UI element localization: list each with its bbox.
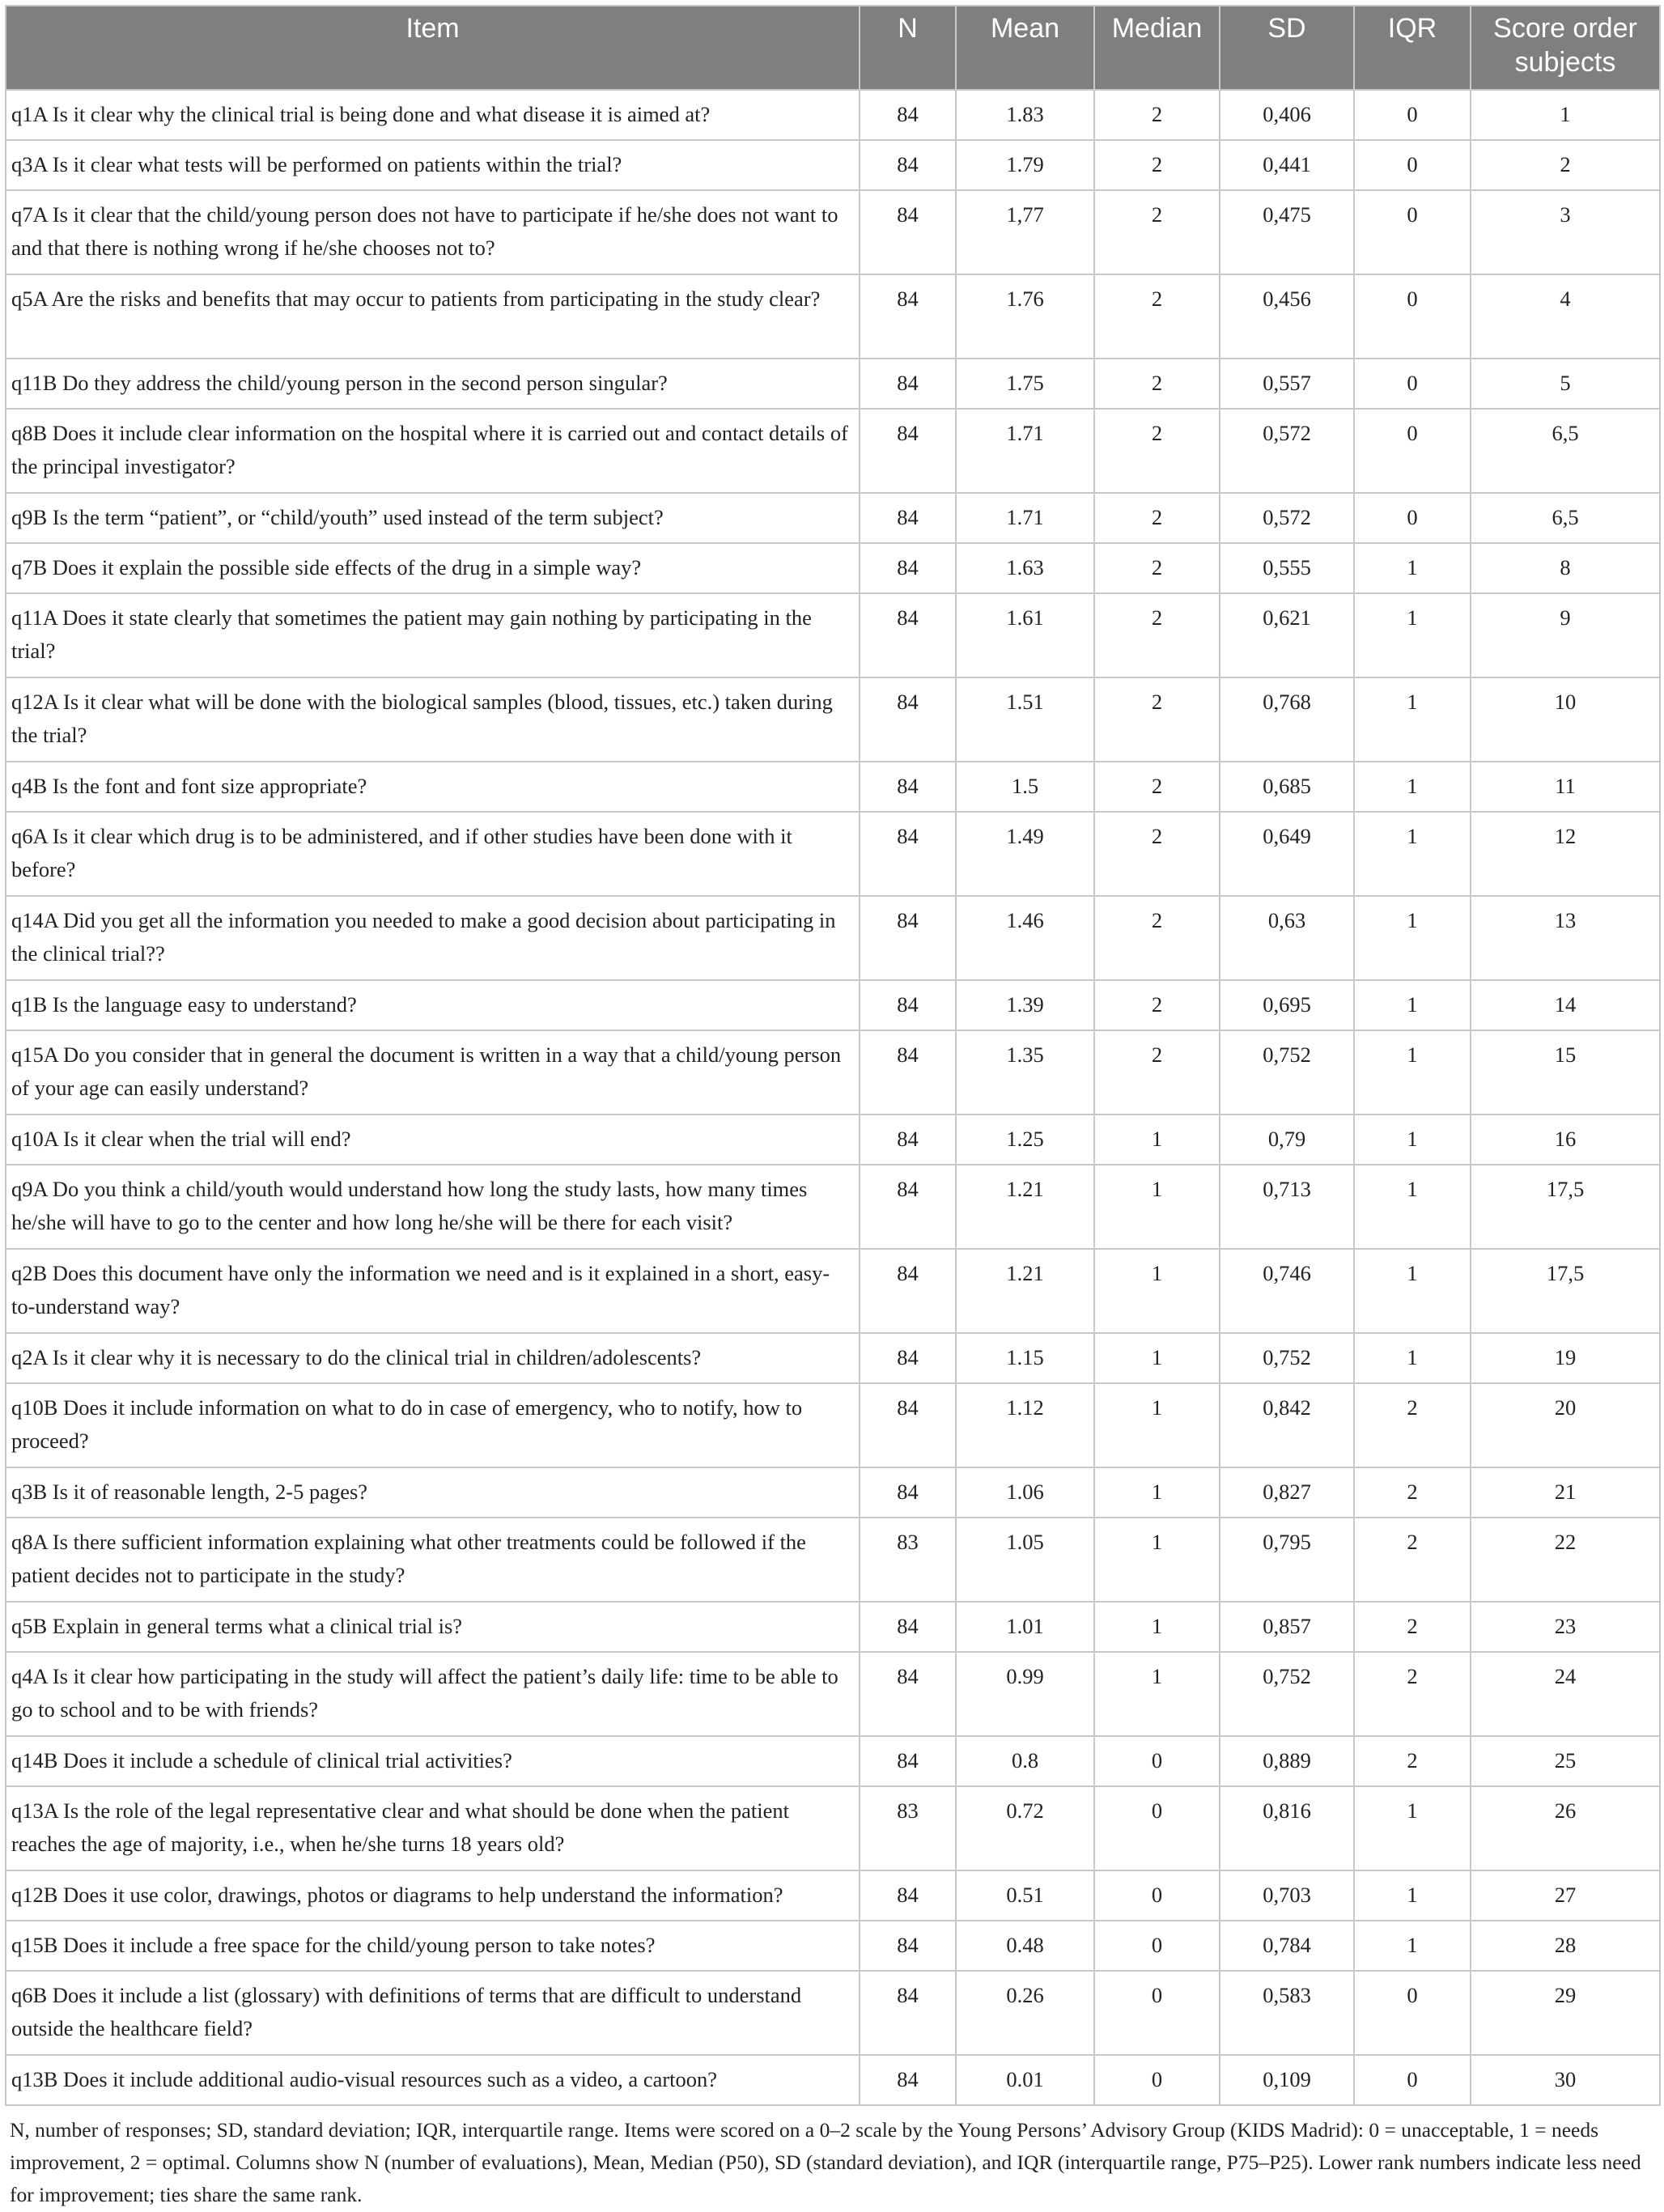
cell-mean: 1,77: [956, 190, 1094, 274]
cell-item: q13B Does it include additional audio-visual resources such as a video, a cartoon?: [6, 2055, 860, 2105]
cell-median: 1: [1094, 1333, 1220, 1383]
table-row: [6, 359, 1660, 409]
cell-iqr: 1: [1354, 762, 1471, 812]
cell-mean: 1.15: [956, 1333, 1094, 1383]
cell-iqr: 0: [1354, 2055, 1471, 2105]
cell-mean: 1.25: [956, 1114, 1094, 1165]
cell-sd: 0,441: [1220, 140, 1354, 190]
table-row: [6, 1652, 1660, 1736]
cell-item: q1A Is it clear why the clinical trial is being done and what disease it is aimed at?: [6, 90, 860, 140]
table-row: [6, 140, 1660, 190]
table-row: [6, 1518, 1660, 1602]
cell-item: q8B Does it include clear information on the hospital where it is carried out and contact details of the principal investigator?: [6, 409, 860, 493]
cell-median: 2: [1094, 1030, 1220, 1114]
cell-iqr: 1: [1354, 1921, 1471, 1971]
cell-mean: 1.49: [956, 812, 1094, 896]
cell-item: q10B Does it include information on what to do in case of emergency, who to notify, how to proceed?: [6, 1383, 860, 1467]
cell-score-order: 19: [1471, 1333, 1660, 1383]
cell-mean: 1.12: [956, 1383, 1094, 1467]
cell-score-order: 16: [1471, 1114, 1660, 1165]
table-footnote: N, number of responses; SD, standard deviation; IQR, interquartile range. Items were scored on a 0–2 scale by the Young Persons’ Advisory Group (KIDS Madrid): 0 = unacceptable, 1 = needs improvement, 2 = optimal. Columns show N (number of evaluations), Mean, Median (P50), SD (standard deviation), and IQR (interquartile range, P75–P25). Lower rank numbers indicate less need for improvement; ties share the same rank.: [10, 2118, 1641, 2206]
cell-score-order: 6,5: [1471, 409, 1660, 493]
cell-score-order: 6,5: [1471, 493, 1660, 543]
cell-iqr: 1: [1354, 812, 1471, 896]
cell-n: 84: [860, 980, 956, 1030]
cell-item: q12A Is it clear what will be done with the biological samples (blood, tissues, etc.) taken during the trial?: [6, 677, 860, 762]
cell-n: 84: [860, 90, 956, 140]
cell-median: 2: [1094, 190, 1220, 274]
cell-mean: 1.06: [956, 1467, 1094, 1518]
cell-mean: 1.21: [956, 1165, 1094, 1249]
cell-iqr: 0: [1354, 1971, 1471, 2055]
cell-median: 0: [1094, 1921, 1220, 1971]
cell-n: 84: [860, 493, 956, 543]
cell-score-order: 23: [1471, 1602, 1660, 1652]
cell-n: 84: [860, 812, 956, 896]
cell-n: 84: [860, 1383, 956, 1467]
cell-sd: 0,621: [1220, 593, 1354, 677]
cell-n: 84: [860, 1165, 956, 1249]
cell-sd: 0,752: [1220, 1333, 1354, 1383]
cell-mean: 1.63: [956, 543, 1094, 593]
cell-n: 84: [860, 1249, 956, 1333]
cell-median: 2: [1094, 593, 1220, 677]
cell-score-order: 28: [1471, 1921, 1660, 1971]
cell-sd: 0,889: [1220, 1736, 1354, 1786]
cell-median: 1: [1094, 1518, 1220, 1602]
cell-item: q4B Is the font and font size appropriate?: [6, 762, 860, 812]
cell-n: 84: [860, 1736, 956, 1786]
cell-item: q2A Is it clear why it is necessary to do the clinical trial in children/adolescents?: [6, 1333, 860, 1383]
cell-mean: 1.51: [956, 677, 1094, 762]
cell-score-order: 29: [1471, 1971, 1660, 2055]
cell-mean: 0.48: [956, 1921, 1094, 1971]
table-row: [6, 1870, 1660, 1921]
cell-score-order: 13: [1471, 896, 1660, 980]
cell-median: 1: [1094, 1114, 1220, 1165]
table-row: [6, 593, 1660, 677]
cell-iqr: 2: [1354, 1518, 1471, 1602]
cell-score-order: 17,5: [1471, 1165, 1660, 1249]
table-row: [6, 1030, 1660, 1114]
cell-median: 1: [1094, 1602, 1220, 1652]
table-row: [6, 1383, 1660, 1467]
cell-sd: 0,649: [1220, 812, 1354, 896]
cell-mean: 0.72: [956, 1786, 1094, 1870]
cell-score-order: 3: [1471, 190, 1660, 274]
cell-iqr: 2: [1354, 1383, 1471, 1467]
table-row: [6, 190, 1660, 274]
cell-sd: 0,583: [1220, 1971, 1354, 2055]
cell-item: q7A Is it clear that the child/young person does not have to participate if he/she does not want to and that there is nothing wrong if he/she chooses not to?: [6, 190, 860, 274]
cell-iqr: 2: [1354, 1736, 1471, 1786]
cell-sd: 0,842: [1220, 1383, 1354, 1467]
cell-score-order: 14: [1471, 980, 1660, 1030]
table-row: [6, 812, 1660, 896]
cell-mean: 1.5: [956, 762, 1094, 812]
header-sd: SD: [1220, 6, 1354, 90]
cell-item: q14A Did you get all the information you needed to make a good decision about participating in the clinical trial??: [6, 896, 860, 980]
cell-item: q3A Is it clear what tests will be performed on patients within the trial?: [6, 140, 860, 190]
cell-iqr: 1: [1354, 1870, 1471, 1921]
table-row: [6, 1467, 1660, 1518]
cell-iqr: 0: [1354, 190, 1471, 274]
cell-mean: 1.79: [956, 140, 1094, 190]
cell-n: 84: [860, 1333, 956, 1383]
cell-n: 84: [860, 1030, 956, 1114]
table-row: [6, 1602, 1660, 1652]
cell-item: q10A Is it clear when the trial will end?: [6, 1114, 860, 1165]
header-item: Item: [6, 6, 860, 90]
cell-item: q15A Do you consider that in general the document is written in a way that a child/young person of your age can easily understand?: [6, 1030, 860, 1114]
cell-item: q4A Is it clear how participating in the study will affect the patient’s daily life: time to be able to go to school and to be with friends?: [6, 1652, 860, 1736]
table-row: [6, 1249, 1660, 1333]
cell-median: 2: [1094, 812, 1220, 896]
cell-sd: 0,406: [1220, 90, 1354, 140]
cell-sd: 0,752: [1220, 1652, 1354, 1736]
cell-score-order: 24: [1471, 1652, 1660, 1736]
cell-score-order: 5: [1471, 359, 1660, 409]
cell-iqr: 1: [1354, 896, 1471, 980]
cell-score-order: 12: [1471, 812, 1660, 896]
cell-median: 1: [1094, 1467, 1220, 1518]
cell-n: 84: [860, 762, 956, 812]
cell-n: 84: [860, 593, 956, 677]
cell-sd: 0,557: [1220, 359, 1354, 409]
header-row: [6, 6, 1660, 90]
cell-iqr: 0: [1354, 359, 1471, 409]
cell-item: q8A Is there sufficient information explaining what other treatments could be followed if the patient decides not to participate in the study?: [6, 1518, 860, 1602]
cell-sd: 0,555: [1220, 543, 1354, 593]
cell-item: q15B Does it include a free space for the child/young person to take notes?: [6, 1921, 860, 1971]
cell-sd: 0,475: [1220, 190, 1354, 274]
cell-mean: 1.35: [956, 1030, 1094, 1114]
cell-sd: 0,456: [1220, 274, 1354, 359]
header-mean: Mean: [956, 6, 1094, 90]
cell-n: 84: [860, 1467, 956, 1518]
cell-median: 1: [1094, 1383, 1220, 1467]
cell-sd: 0,109: [1220, 2055, 1354, 2105]
cell-score-order: 11: [1471, 762, 1660, 812]
cell-sd: 0,746: [1220, 1249, 1354, 1333]
cell-score-order: 21: [1471, 1467, 1660, 1518]
cell-median: 0: [1094, 1736, 1220, 1786]
cell-sd: 0,572: [1220, 409, 1354, 493]
cell-sd: 0,795: [1220, 1518, 1354, 1602]
cell-sd: 0,63: [1220, 896, 1354, 980]
header-n: N: [860, 6, 956, 90]
cell-mean: 1.46: [956, 896, 1094, 980]
cell-n: 84: [860, 543, 956, 593]
cell-mean: 1.71: [956, 409, 1094, 493]
cell-sd: 0,816: [1220, 1786, 1354, 1870]
cell-item: q12B Does it use color, drawings, photos or diagrams to help understand the information?: [6, 1870, 860, 1921]
table-header: [6, 6, 1660, 90]
cell-iqr: 1: [1354, 1165, 1471, 1249]
cell-median: 2: [1094, 359, 1220, 409]
cell-mean: 1.39: [956, 980, 1094, 1030]
cell-median: 0: [1094, 2055, 1220, 2105]
table-row: [6, 1786, 1660, 1870]
cell-iqr: 0: [1354, 274, 1471, 359]
cell-median: 1: [1094, 1249, 1220, 1333]
cell-n: 84: [860, 359, 956, 409]
cell-score-order: 17,5: [1471, 1249, 1660, 1333]
results-table-container: [5, 5, 1659, 2211]
cell-median: 2: [1094, 274, 1220, 359]
table-row: [6, 1114, 1660, 1165]
cell-score-order: 9: [1471, 593, 1660, 677]
cell-iqr: 2: [1354, 1467, 1471, 1518]
cell-n: 84: [860, 2055, 956, 2105]
cell-mean: 0.51: [956, 1870, 1094, 1921]
cell-mean: 1.76: [956, 274, 1094, 359]
cell-item: q7B Does it explain the possible side effects of the drug in a simple way?: [6, 543, 860, 593]
cell-n: 83: [860, 1786, 956, 1870]
cell-score-order: 25: [1471, 1736, 1660, 1786]
cell-median: 2: [1094, 980, 1220, 1030]
cell-item: q9B Is the term “patient”, or “child/youth” used instead of the term subject?: [6, 493, 860, 543]
cell-sd: 0,784: [1220, 1921, 1354, 1971]
cell-n: 84: [860, 1602, 956, 1652]
cell-mean: 1.75: [956, 359, 1094, 409]
cell-sd: 0,768: [1220, 677, 1354, 762]
item-scores-table: [5, 5, 1661, 2106]
cell-mean: 1.05: [956, 1518, 1094, 1602]
cell-score-order: 27: [1471, 1870, 1660, 1921]
cell-score-order: 26: [1471, 1786, 1660, 1870]
cell-item: q3B Is it of reasonable length, 2-5 pages?: [6, 1467, 860, 1518]
table-body: [6, 90, 1660, 2105]
cell-score-order: 22: [1471, 1518, 1660, 1602]
table-row: [6, 1736, 1660, 1786]
cell-score-order: 10: [1471, 677, 1660, 762]
cell-median: 2: [1094, 543, 1220, 593]
cell-item: q14B Does it include a schedule of clinical trial activities?: [6, 1736, 860, 1786]
cell-score-order: 30: [1471, 2055, 1660, 2105]
table-row: [6, 90, 1660, 140]
cell-item: q6A Is it clear which drug is to be administered, and if other studies have been done with it before?: [6, 812, 860, 896]
table-row: [6, 543, 1660, 593]
table-row: [6, 1971, 1660, 2055]
cell-iqr: 2: [1354, 1602, 1471, 1652]
cell-iqr: 1: [1354, 1786, 1471, 1870]
cell-n: 84: [860, 896, 956, 980]
cell-median: 1: [1094, 1652, 1220, 1736]
cell-iqr: 0: [1354, 90, 1471, 140]
cell-score-order: 1: [1471, 90, 1660, 140]
table-row: [6, 1165, 1660, 1249]
table-row: [6, 493, 1660, 543]
cell-score-order: 8: [1471, 543, 1660, 593]
cell-iqr: 2: [1354, 1652, 1471, 1736]
table-row: [6, 896, 1660, 980]
table-row: [6, 274, 1660, 359]
cell-n: 84: [860, 140, 956, 190]
cell-n: 84: [860, 190, 956, 274]
cell-sd: 0,857: [1220, 1602, 1354, 1652]
cell-median: 2: [1094, 409, 1220, 493]
cell-item: q6B Does it include a list (glossary) with definitions of terms that are difficult to understand outside the healthcare field?: [6, 1971, 860, 2055]
cell-item: q5B Explain in general terms what a clinical trial is?: [6, 1602, 860, 1652]
cell-mean: 1.61: [956, 593, 1094, 677]
cell-score-order: 15: [1471, 1030, 1660, 1114]
cell-mean: 1.21: [956, 1249, 1094, 1333]
cell-mean: 1.01: [956, 1602, 1094, 1652]
cell-n: 84: [860, 409, 956, 493]
cell-n: 84: [860, 1971, 956, 2055]
cell-median: 2: [1094, 140, 1220, 190]
cell-n: 84: [860, 274, 956, 359]
cell-item: q9A Do you think a child/youth would understand how long the study lasts, how many times he/she will have to go to the center and how long he/she will be there for each visit?: [6, 1165, 860, 1249]
cell-item: q5A Are the risks and benefits that may occur to patients from participating in the study clear?: [6, 274, 860, 359]
cell-mean: 0.8: [956, 1736, 1094, 1786]
cell-score-order: 20: [1471, 1383, 1660, 1467]
header-score-order: Score order subjects: [1471, 6, 1660, 90]
cell-median: 1: [1094, 1165, 1220, 1249]
cell-sd: 0,703: [1220, 1870, 1354, 1921]
cell-n: 84: [860, 1652, 956, 1736]
table-row: [6, 2055, 1660, 2105]
table-row: [6, 980, 1660, 1030]
cell-score-order: 4: [1471, 274, 1660, 359]
cell-item: q11B Do they address the child/young person in the second person singular?: [6, 359, 860, 409]
table-row: [6, 677, 1660, 762]
cell-item: q11A Does it state clearly that sometimes the patient may gain nothing by participating in the trial?: [6, 593, 860, 677]
header-median: Median: [1094, 6, 1220, 90]
cell-iqr: 1: [1354, 677, 1471, 762]
cell-mean: 0.26: [956, 1971, 1094, 2055]
table-row: [6, 762, 1660, 812]
table-row: [6, 409, 1660, 493]
cell-iqr: 0: [1354, 493, 1471, 543]
cell-iqr: 0: [1354, 140, 1471, 190]
cell-median: 2: [1094, 762, 1220, 812]
cell-median: 2: [1094, 896, 1220, 980]
cell-sd: 0,752: [1220, 1030, 1354, 1114]
header-iqr: IQR: [1354, 6, 1471, 90]
cell-sd: 0,695: [1220, 980, 1354, 1030]
cell-sd: 0,827: [1220, 1467, 1354, 1518]
cell-iqr: 1: [1354, 1249, 1471, 1333]
cell-sd: 0,79: [1220, 1114, 1354, 1165]
cell-iqr: 1: [1354, 1114, 1471, 1165]
cell-mean: 1.83: [956, 90, 1094, 140]
cell-n: 84: [860, 1921, 956, 1971]
table-row: [6, 1333, 1660, 1383]
cell-iqr: 1: [1354, 980, 1471, 1030]
cell-iqr: 1: [1354, 593, 1471, 677]
cell-item: q13A Is the role of the legal representative clear and what should be done when the patient reaches the age of majority, i.e., when he/she turns 18 years old?: [6, 1786, 860, 1870]
cell-median: 0: [1094, 1786, 1220, 1870]
cell-median: 0: [1094, 1870, 1220, 1921]
cell-mean: 0.01: [956, 2055, 1094, 2105]
cell-score-order: 2: [1471, 140, 1660, 190]
cell-item: q2B Does this document have only the information we need and is it explained in a short, easy-to-understand way?: [6, 1249, 860, 1333]
cell-n: 84: [860, 1870, 956, 1921]
cell-iqr: 1: [1354, 1030, 1471, 1114]
cell-sd: 0,713: [1220, 1165, 1354, 1249]
cell-item: q1B Is the language easy to understand?: [6, 980, 860, 1030]
cell-median: 2: [1094, 90, 1220, 140]
cell-iqr: 1: [1354, 1333, 1471, 1383]
cell-iqr: 1: [1354, 543, 1471, 593]
table-row: [6, 1921, 1660, 1971]
cell-mean: 0.99: [956, 1652, 1094, 1736]
cell-sd: 0,572: [1220, 493, 1354, 543]
cell-mean: 1.71: [956, 493, 1094, 543]
cell-n: 84: [860, 677, 956, 762]
cell-n: 84: [860, 1114, 956, 1165]
cell-iqr: 0: [1354, 409, 1471, 493]
cell-median: 2: [1094, 493, 1220, 543]
cell-median: 2: [1094, 677, 1220, 762]
cell-n: 83: [860, 1518, 956, 1602]
cell-median: 0: [1094, 1971, 1220, 2055]
cell-sd: 0,685: [1220, 762, 1354, 812]
